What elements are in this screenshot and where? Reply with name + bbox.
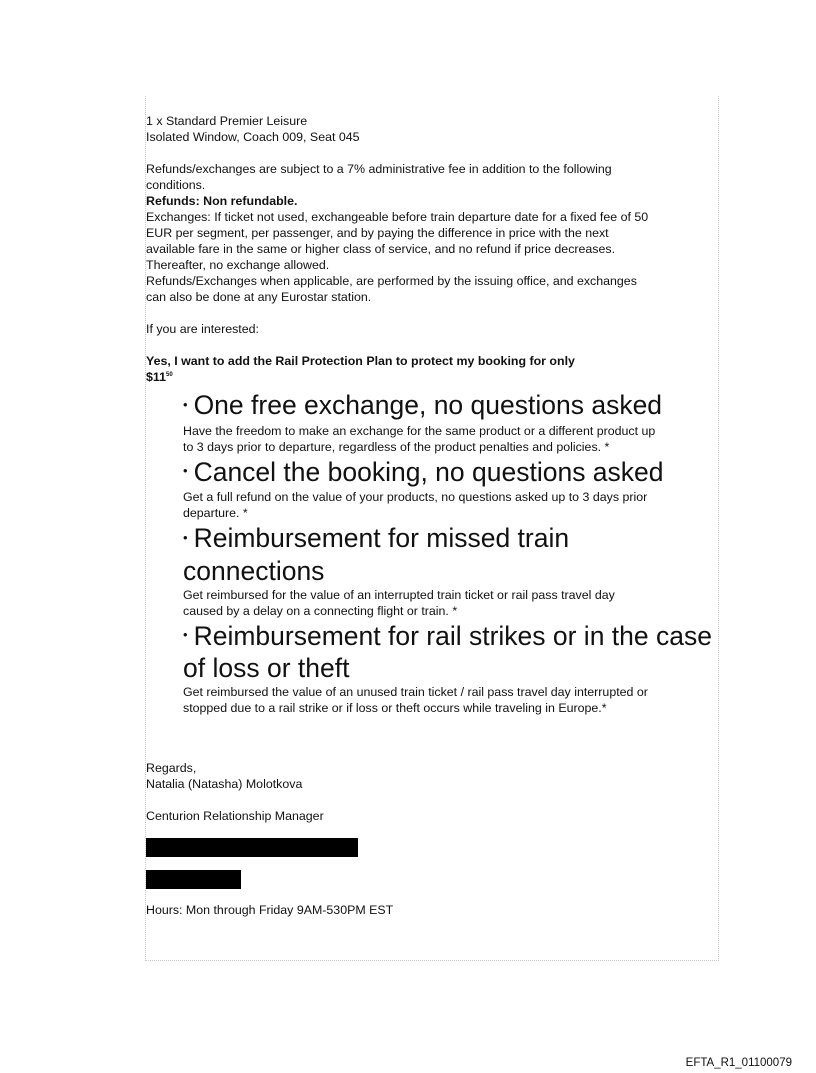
exchange-conditions-line: Exchanges: If ticket not used, exchangeable before train departure date for a fixed fee of 50	[146, 210, 649, 224]
benefit-title: • Reimbursement for missed train	[183, 523, 570, 553]
offer-price	[146, 369, 718, 385]
offer-intro: If you are interested:	[146, 322, 259, 336]
bullet-icon: •	[183, 627, 188, 642]
bullet-icon: •	[183, 396, 188, 412]
benefit-description: Get reimbursed for the value of an interrupted train ticket or rail pass travel day caused by a delay on a connecting flight or train. *	[183, 587, 615, 618]
signature-title: Centurion Relationship Manager	[146, 809, 324, 823]
signature-name: Natalia (Natasha) Molotkova	[146, 777, 303, 791]
benefit-title-continued: connections	[183, 555, 325, 586]
signature-closing: Regards,	[146, 761, 197, 775]
price-cents: 50	[166, 371, 173, 378]
benefit-title: • One free exchange, no questions asked	[183, 390, 663, 420]
benefit-item	[183, 390, 723, 455]
redaction-bar	[146, 870, 241, 889]
office-conditions-line: Refunds/Exchanges when applicable, are performed by the issuing office, and exchanges	[146, 274, 637, 288]
redaction-bar	[146, 838, 358, 857]
benefit-description: Get a full refund on the value of your products, no questions asked up to 3 days prior departure. *	[183, 490, 648, 520]
benefit-title: • Cancel the booking, no questions asked	[183, 456, 664, 487]
email-content	[146, 113, 718, 918]
benefit-description: Have the freedom to make an exchange for the same product or a different product up to 3 days prior to departure, regardless of the product penalties and policies. *	[183, 423, 656, 454]
bullet-icon: •	[183, 529, 188, 545]
benefit-item	[183, 523, 723, 619]
business-hours: Hours: Mon through Friday 9AM-530PM EST	[146, 903, 394, 917]
document-id: EFTA_R1_01100079	[685, 1057, 792, 1069]
ticket-class: 1 x Standard Premier Leisure	[146, 114, 308, 128]
offer-cta: Yes, I want to add the Rail Protection Plan to protect my booking for only	[146, 354, 575, 368]
refunds-heading: Refunds: Non refundable.	[146, 194, 298, 208]
office-conditions-line: can also be done at any Eurostar station.	[146, 290, 372, 304]
price-main: $11	[146, 370, 166, 384]
bullet-icon: •	[183, 463, 188, 478]
exchange-conditions-line: EUR per segment, per passenger, and by paying the difference in price with the next	[146, 226, 609, 240]
fee-conditions-line: conditions.	[146, 178, 206, 192]
benefits-list	[183, 390, 723, 716]
exchange-conditions-line: available fare in the same or higher class of service, and no refund if price decreases.	[146, 242, 616, 256]
benefit-description: Get reimbursed the value of an unused train ticket / rail pass travel day interrupted or stopped due to a rail strike or if loss or theft occurs while traveling in Europe.*	[183, 685, 648, 715]
ticket-seat: Isolated Window, Coach 009, Seat 045	[146, 130, 360, 144]
fee-conditions-line: Refunds/exchanges are subject to a 7% administrative fee in addition to the following	[146, 162, 612, 176]
benefit-item	[183, 621, 723, 717]
exchange-conditions-line: Thereafter, no exchange allowed.	[146, 258, 330, 272]
benefit-item	[183, 457, 723, 522]
benefit-title: • Reimbursement for rail strikes or in the case	[183, 620, 712, 651]
benefit-title-continued: of loss or theft	[183, 653, 350, 683]
